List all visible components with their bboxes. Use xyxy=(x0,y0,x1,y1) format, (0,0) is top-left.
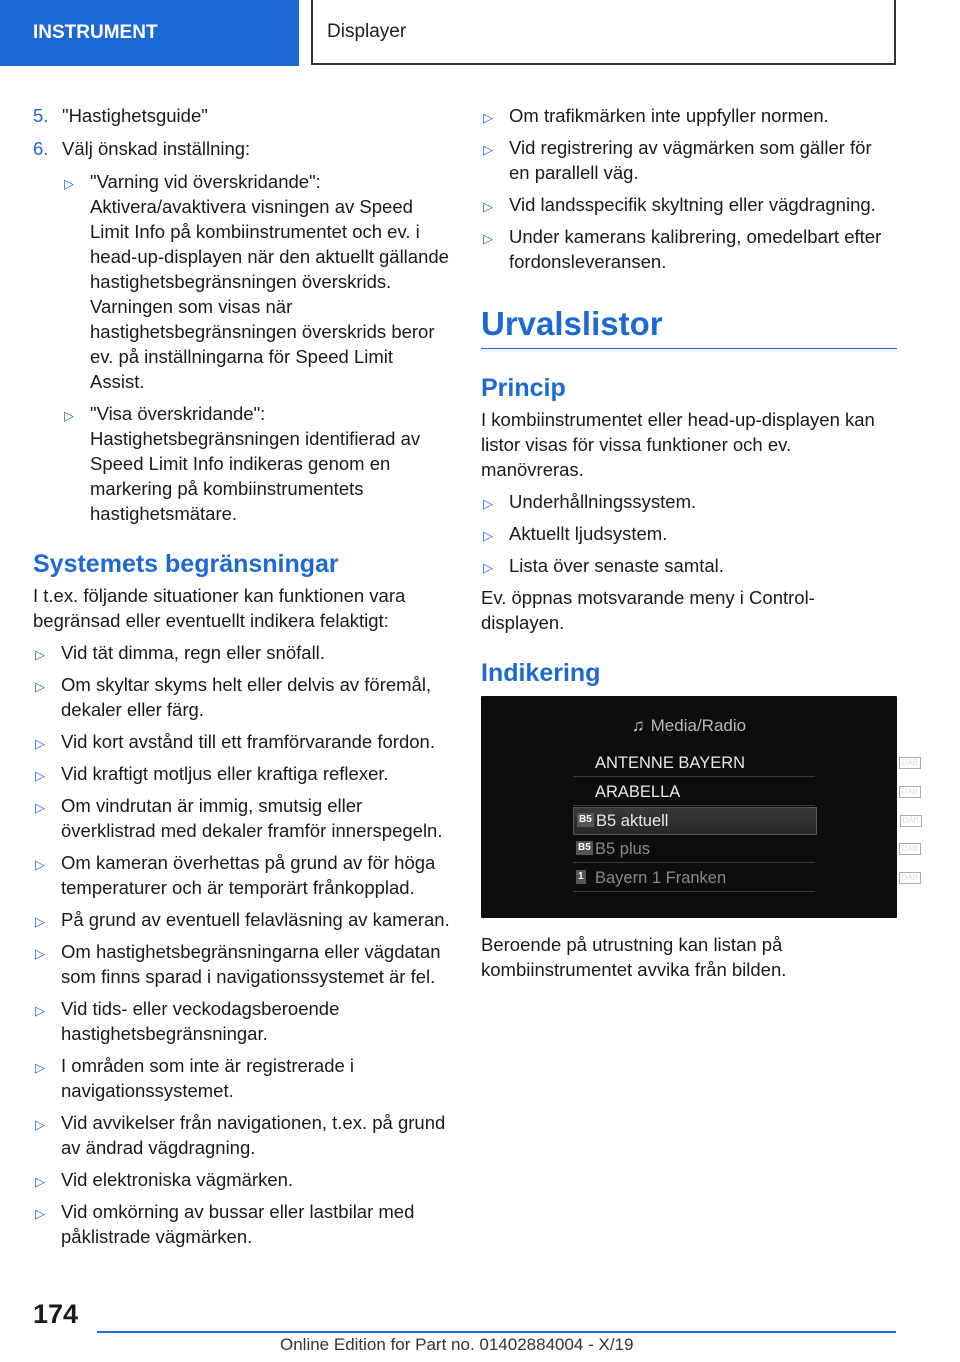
option-item: ▷ "Visa överskridande": Hastighetsbegränsningen identifierad av Speed Limit Info indikeras genom en markering på kombiinstrumentets hastighetsmätare. xyxy=(64,403,421,524)
triangle-bullet-icon: ▷ xyxy=(483,142,493,157)
triangle-bullet-icon: ▷ xyxy=(64,176,74,191)
triangle-bullet-icon: ▷ xyxy=(35,1174,45,1189)
list-item: ▷ Om kameran överhettas på grund av för höga temperaturer och är temporärt frånkopplad. xyxy=(35,852,436,898)
list-item: ▷ Vid avvikelser från navigationen, t.ex. på grund av ändrad vägdragning. xyxy=(35,1112,446,1158)
list-item: ▷ Vid elektroniska vägmärken. xyxy=(33,1167,451,1192)
section-label: INSTRUMENT xyxy=(33,22,158,43)
list-item: ▷ Vid kraftigt motljus eller kraftiga reflexer. xyxy=(33,761,451,786)
triangle-bullet-icon: ▷ xyxy=(483,496,493,511)
footer-rule xyxy=(97,1331,896,1333)
limitation-list xyxy=(33,640,451,1249)
station-row: ARABELLA DAB xyxy=(573,779,815,806)
list-item: ▷ Vid kort avstånd till ett framförvarande fordon. xyxy=(33,729,451,754)
media-title: ♫ Media/Radio xyxy=(481,713,897,738)
list-item: ▷ Om hastighetsbegränsningarna eller vägdatan som finns sparad i navigationssystemet är fel. xyxy=(35,941,441,987)
triangle-bullet-icon: ▷ xyxy=(35,1060,45,1075)
list-item: ▷ I områden som inte är registrerade i navigationssystemet. xyxy=(35,1055,355,1101)
section-heading: Indikering xyxy=(481,659,601,687)
station-row: B5 B5 plus DAB xyxy=(573,836,815,863)
list-item: ▷ På grund av eventuell felavläsning av kameran. xyxy=(33,907,451,932)
section-heading: Princip xyxy=(481,374,566,402)
list-item: ▷ Om vindrutan är immig, smutsig eller överklistrad med dekaler framför innerspegeln. xyxy=(35,795,443,841)
image-caption: Beroende på utrustning kan listan på kombiinstrumentet avvika från bilden. xyxy=(481,934,787,980)
media-list-image xyxy=(481,696,919,918)
triangle-bullet-icon: ▷ xyxy=(35,800,45,815)
list-item: ▷ Underhållningssystem. xyxy=(481,489,897,514)
triangle-bullet-icon: ▷ xyxy=(35,768,45,783)
list-item: ▷ Vid omkörning av bussar eller lastbilar med påklistrade vägmärken. xyxy=(35,1201,415,1247)
triangle-bullet-icon: ▷ xyxy=(35,1117,45,1132)
list-item: ▷ Vid tät dimma, regn eller snöfall. xyxy=(33,640,451,665)
triangle-bullet-icon: ▷ xyxy=(35,857,45,872)
station-row: 1 Bayern 1 Franken DAB xyxy=(573,865,815,892)
list-item: ▷ Vid landsspecifik skyltning eller vägdragning. xyxy=(481,192,897,217)
princip-text: I kombiinstrumentet eller head-up-displayen kan listor visas för vissa funktioner och ev. manövreras. xyxy=(481,409,875,480)
chapter-tab xyxy=(311,0,896,65)
triangle-bullet-icon: ▷ xyxy=(483,560,493,575)
station-row-selected: B5 B5 aktuell DAB xyxy=(573,807,817,835)
triangle-bullet-icon: ▷ xyxy=(35,647,45,662)
triangle-bullet-icon: ▷ xyxy=(64,408,74,423)
section-tab xyxy=(0,0,299,66)
triangle-bullet-icon: ▷ xyxy=(483,528,493,543)
triangle-bullet-icon: ▷ xyxy=(483,231,493,246)
princip-note: Ev. öppnas motsvarande meny i Control-displayen. xyxy=(481,587,815,633)
triangle-bullet-icon: ▷ xyxy=(35,946,45,961)
chapter-label: Displayer xyxy=(327,20,407,42)
page-number: 174 xyxy=(33,1299,79,1329)
triangle-bullet-icon: ▷ xyxy=(483,199,493,214)
triangle-bullet-icon: ▷ xyxy=(35,679,45,694)
section-heading: Systemets begränsningar xyxy=(33,550,339,578)
list-item: ▷ Under kamerans kalibrering, omedelbart efter fordonsleveransen. xyxy=(483,226,882,272)
list-item: ▷ Vid registrering av vägmärken som gäller för en parallell väg. xyxy=(483,137,872,183)
list-item: ▷ Aktuellt ljudsystem. xyxy=(481,521,897,546)
list-item: ▷ Vid tids- eller veckodagsberoende hastighetsbegränsningar. xyxy=(35,998,340,1044)
left-column xyxy=(33,103,451,1256)
triangle-bullet-icon: ▷ xyxy=(35,1003,45,1018)
triangle-bullet-icon: ▷ xyxy=(35,914,45,929)
chapter-heading: Urvalslistor xyxy=(481,304,897,349)
station-row: ANTENNE BAYERN DAB xyxy=(573,750,815,777)
option-item: ▷ "Varning vid överskridande": Aktivera/avaktivera visningen av Speed Limit Info på kombiinstrumentet och ev. i head-up-displayen när den aktuellt gällande hastighetsbegränsningen överskrids. Varningen som visas när hastighetsbegränsningen överskrids beror ev. på inställningarna för Speed Limit Assist. xyxy=(64,171,449,392)
step-6: 6. Välj önskad inställning: xyxy=(33,138,251,159)
triangle-bullet-icon: ▷ xyxy=(483,110,493,125)
triangle-bullet-icon: ▷ xyxy=(35,1206,45,1221)
list-item: ▷ Om skyltar skyms helt eller delvis av föremål, dekaler eller färg. xyxy=(35,674,432,720)
right-column xyxy=(481,103,919,989)
intro-text: I t.ex. följande situationer kan funktionen vara begränsad eller eventuellt indikera felaktigt: xyxy=(33,585,406,631)
list-item: ▷ Lista över senaste samtal. xyxy=(481,553,897,578)
list-item: ▷ Om trafikmärken inte uppfyller normen. xyxy=(481,103,897,128)
footer-edition: Online Edition for Part no. 01402884004 - X/19 xyxy=(280,1335,634,1354)
music-note-icon: ♫ xyxy=(631,716,645,735)
triangle-bullet-icon: ▷ xyxy=(35,736,45,751)
step-5: 5. "Hastighetsguide" xyxy=(33,105,208,126)
